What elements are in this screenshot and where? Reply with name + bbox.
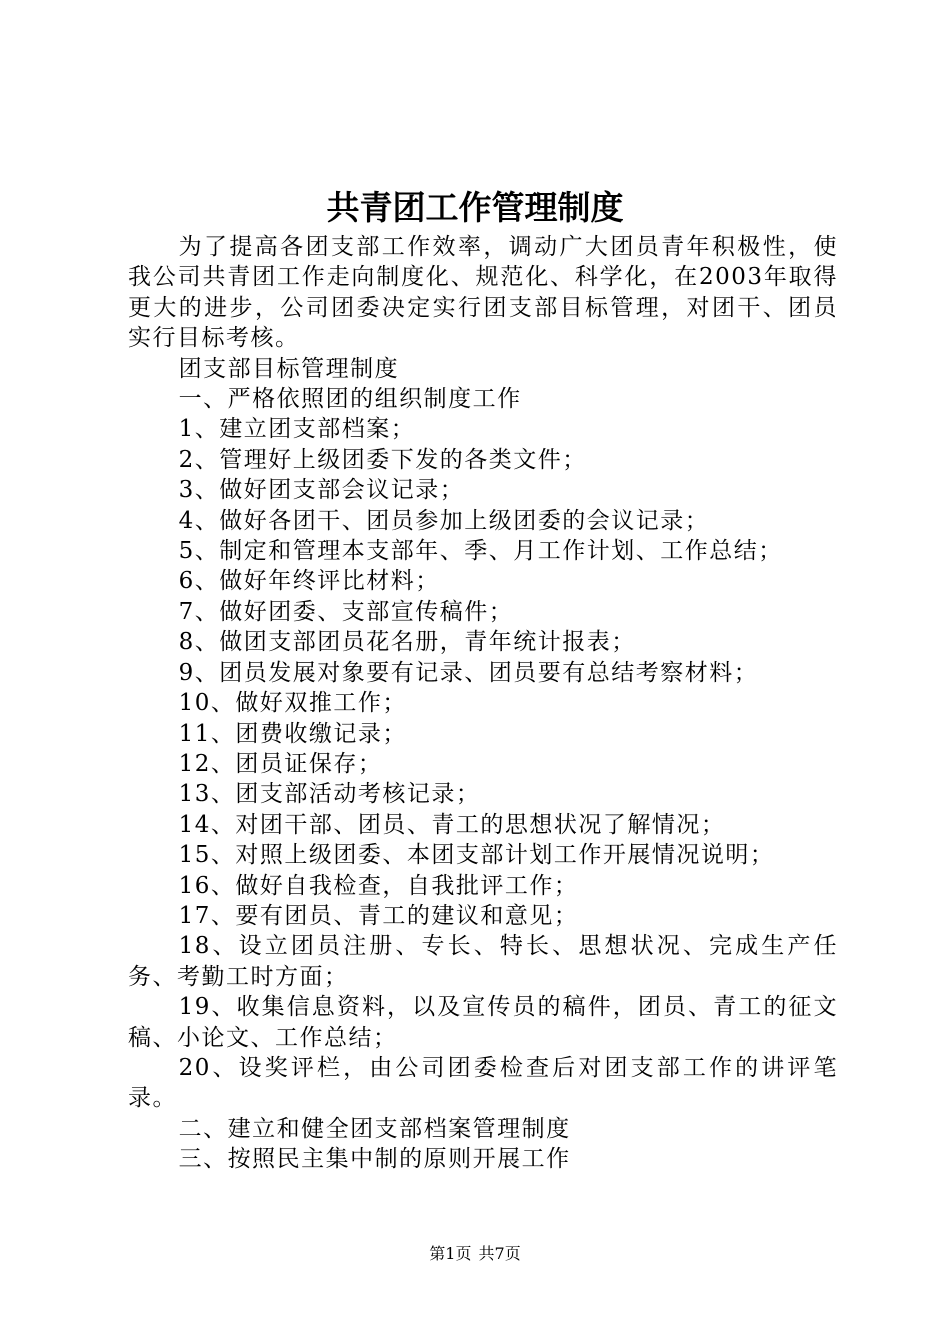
list-item: 7、做好团委、支部宣传稿件； <box>178 598 514 625</box>
list-item: 13、团支部活动考核记录； <box>178 781 481 808</box>
document-body <box>128 232 838 1175</box>
section-heading-3: 三、按照民主集中制的原则开展工作 <box>178 1146 571 1173</box>
list-item: 1、建立团支部档案； <box>178 416 416 443</box>
list-item: 19、收集信息资料，以及宣传员的稿件，团员、青工的征文稿、小论文、工作总结； <box>128 994 838 1051</box>
section-heading-1: 一、严格依照团的组织制度工作 <box>178 386 522 413</box>
section-heading-2: 二、建立和健全团支部档案管理制度 <box>178 1115 571 1142</box>
list-item: 8、做团支部团员花名册，青年统计报表； <box>178 629 636 656</box>
list-item: 9、团员发展对象要有记录、团员要有总结考察材料； <box>178 659 759 686</box>
page-footer: 第1页 共7页 <box>429 1244 521 1263</box>
list-item: 6、做好年终评比材料； <box>178 568 440 595</box>
list-item: 17、要有团员、青工的建议和意见； <box>178 902 579 929</box>
list-item: 4、做好各团干、团员参加上级团委的会议记录； <box>178 507 710 534</box>
intro-paragraph: 为了提高各团支部工作效率，调动广大团员青年积极性，使我公司共青团工作走向制度化、规范化、科学化，在2003年取得更大的进步，公司团委决定实行团支部目标管理，对团干、团员实行目标考核。 <box>128 234 838 352</box>
list-item: 12、团员证保存； <box>178 750 383 777</box>
list-item: 2、管理好上级团委下发的各类文件； <box>178 446 587 473</box>
list-item: 5、制定和管理本支部年、季、月工作计划、工作总结； <box>178 538 783 565</box>
list-item: 16、做好自我检查，自我批评工作； <box>178 872 579 899</box>
list-item: 3、做好团支部会议记录； <box>178 477 465 504</box>
list-item: 14、对团干部、团员、青工的思想状况了解情况； <box>178 811 726 838</box>
subtitle: 团支部目标管理制度 <box>178 355 400 382</box>
document-title: 共青团工作管理制度 <box>326 188 624 227</box>
list-item: 20、设奖评栏，由公司团委检查后对团支部工作的讲评笔录。 <box>128 1054 838 1112</box>
list-item: 10、做好双推工作； <box>178 690 407 717</box>
list-item: 15、对照上级团委、本团支部计划工作开展情况说明； <box>178 842 775 869</box>
list-item: 18、设立团员注册、专长、特长、思想状况、完成生产任务、考勤工时方面； <box>128 933 838 990</box>
list-item: 11、团费收缴记录； <box>178 720 407 747</box>
